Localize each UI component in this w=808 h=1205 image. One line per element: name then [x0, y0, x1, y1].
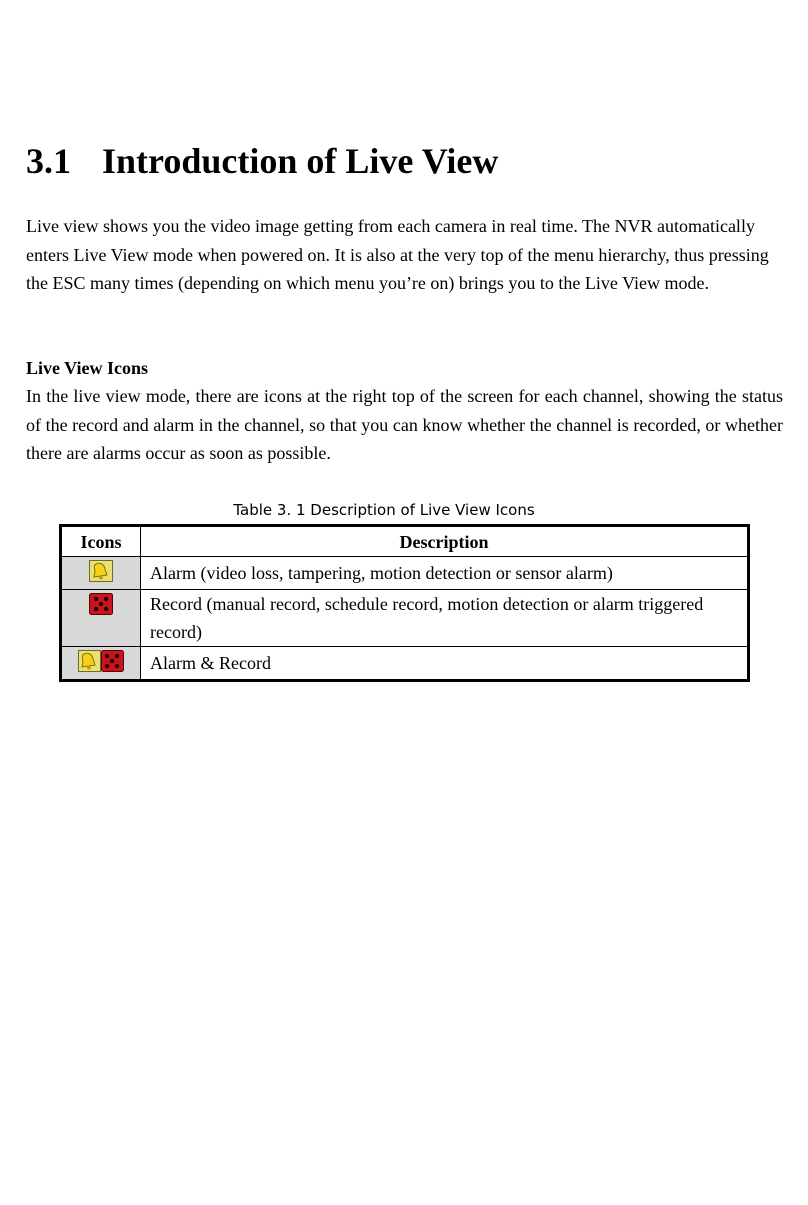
icons-paragraph: In the live view mode, there are icons at the right top of the screen for each channel, showing the status of the record and alarm in the channel, so that you can know whether the channel is recorded, or whether there are alarms occur as soon as possible.: [26, 386, 783, 463]
icon-cell: [61, 557, 141, 590]
table-row: [61, 590, 749, 647]
table-caption: Table 3. 1 Description of Live View Icons: [233, 501, 535, 519]
section-heading: [26, 138, 498, 184]
description-cell: Alarm & Record: [141, 647, 749, 681]
alarm-and-record-icon: [78, 650, 124, 672]
description-cell: Alarm (video loss, tampering, motion detection or sensor alarm): [141, 557, 749, 590]
icon-cell: [61, 647, 141, 681]
description-cell: Record (manual record, schedule record, motion detection or alarm triggered record): [141, 590, 749, 647]
table-header-row: [61, 526, 749, 557]
icons-column-header: Icons: [61, 526, 141, 557]
record-icon: [89, 593, 113, 615]
section-title: Introduction of Live View: [102, 141, 499, 181]
live-view-icons-subheading: Live View Icons: [26, 358, 149, 378]
section-number: 3.1: [26, 141, 71, 181]
table-row: [61, 647, 749, 681]
table-row: [61, 557, 749, 590]
description-column-header: Description: [141, 526, 749, 557]
intro-paragraph: Live view shows you the video image getting from each camera in real time. The NVR automatically enters Live View mode when powered on. It is also at the very top of the menu hierarchy, thus pressing the ESC many times (depending on which menu you’re on) brings you to the Live View mode.: [26, 216, 769, 293]
alarm-bell-icon: [89, 560, 113, 582]
live-view-icons-table: [59, 524, 750, 682]
icon-cell: [61, 590, 141, 647]
